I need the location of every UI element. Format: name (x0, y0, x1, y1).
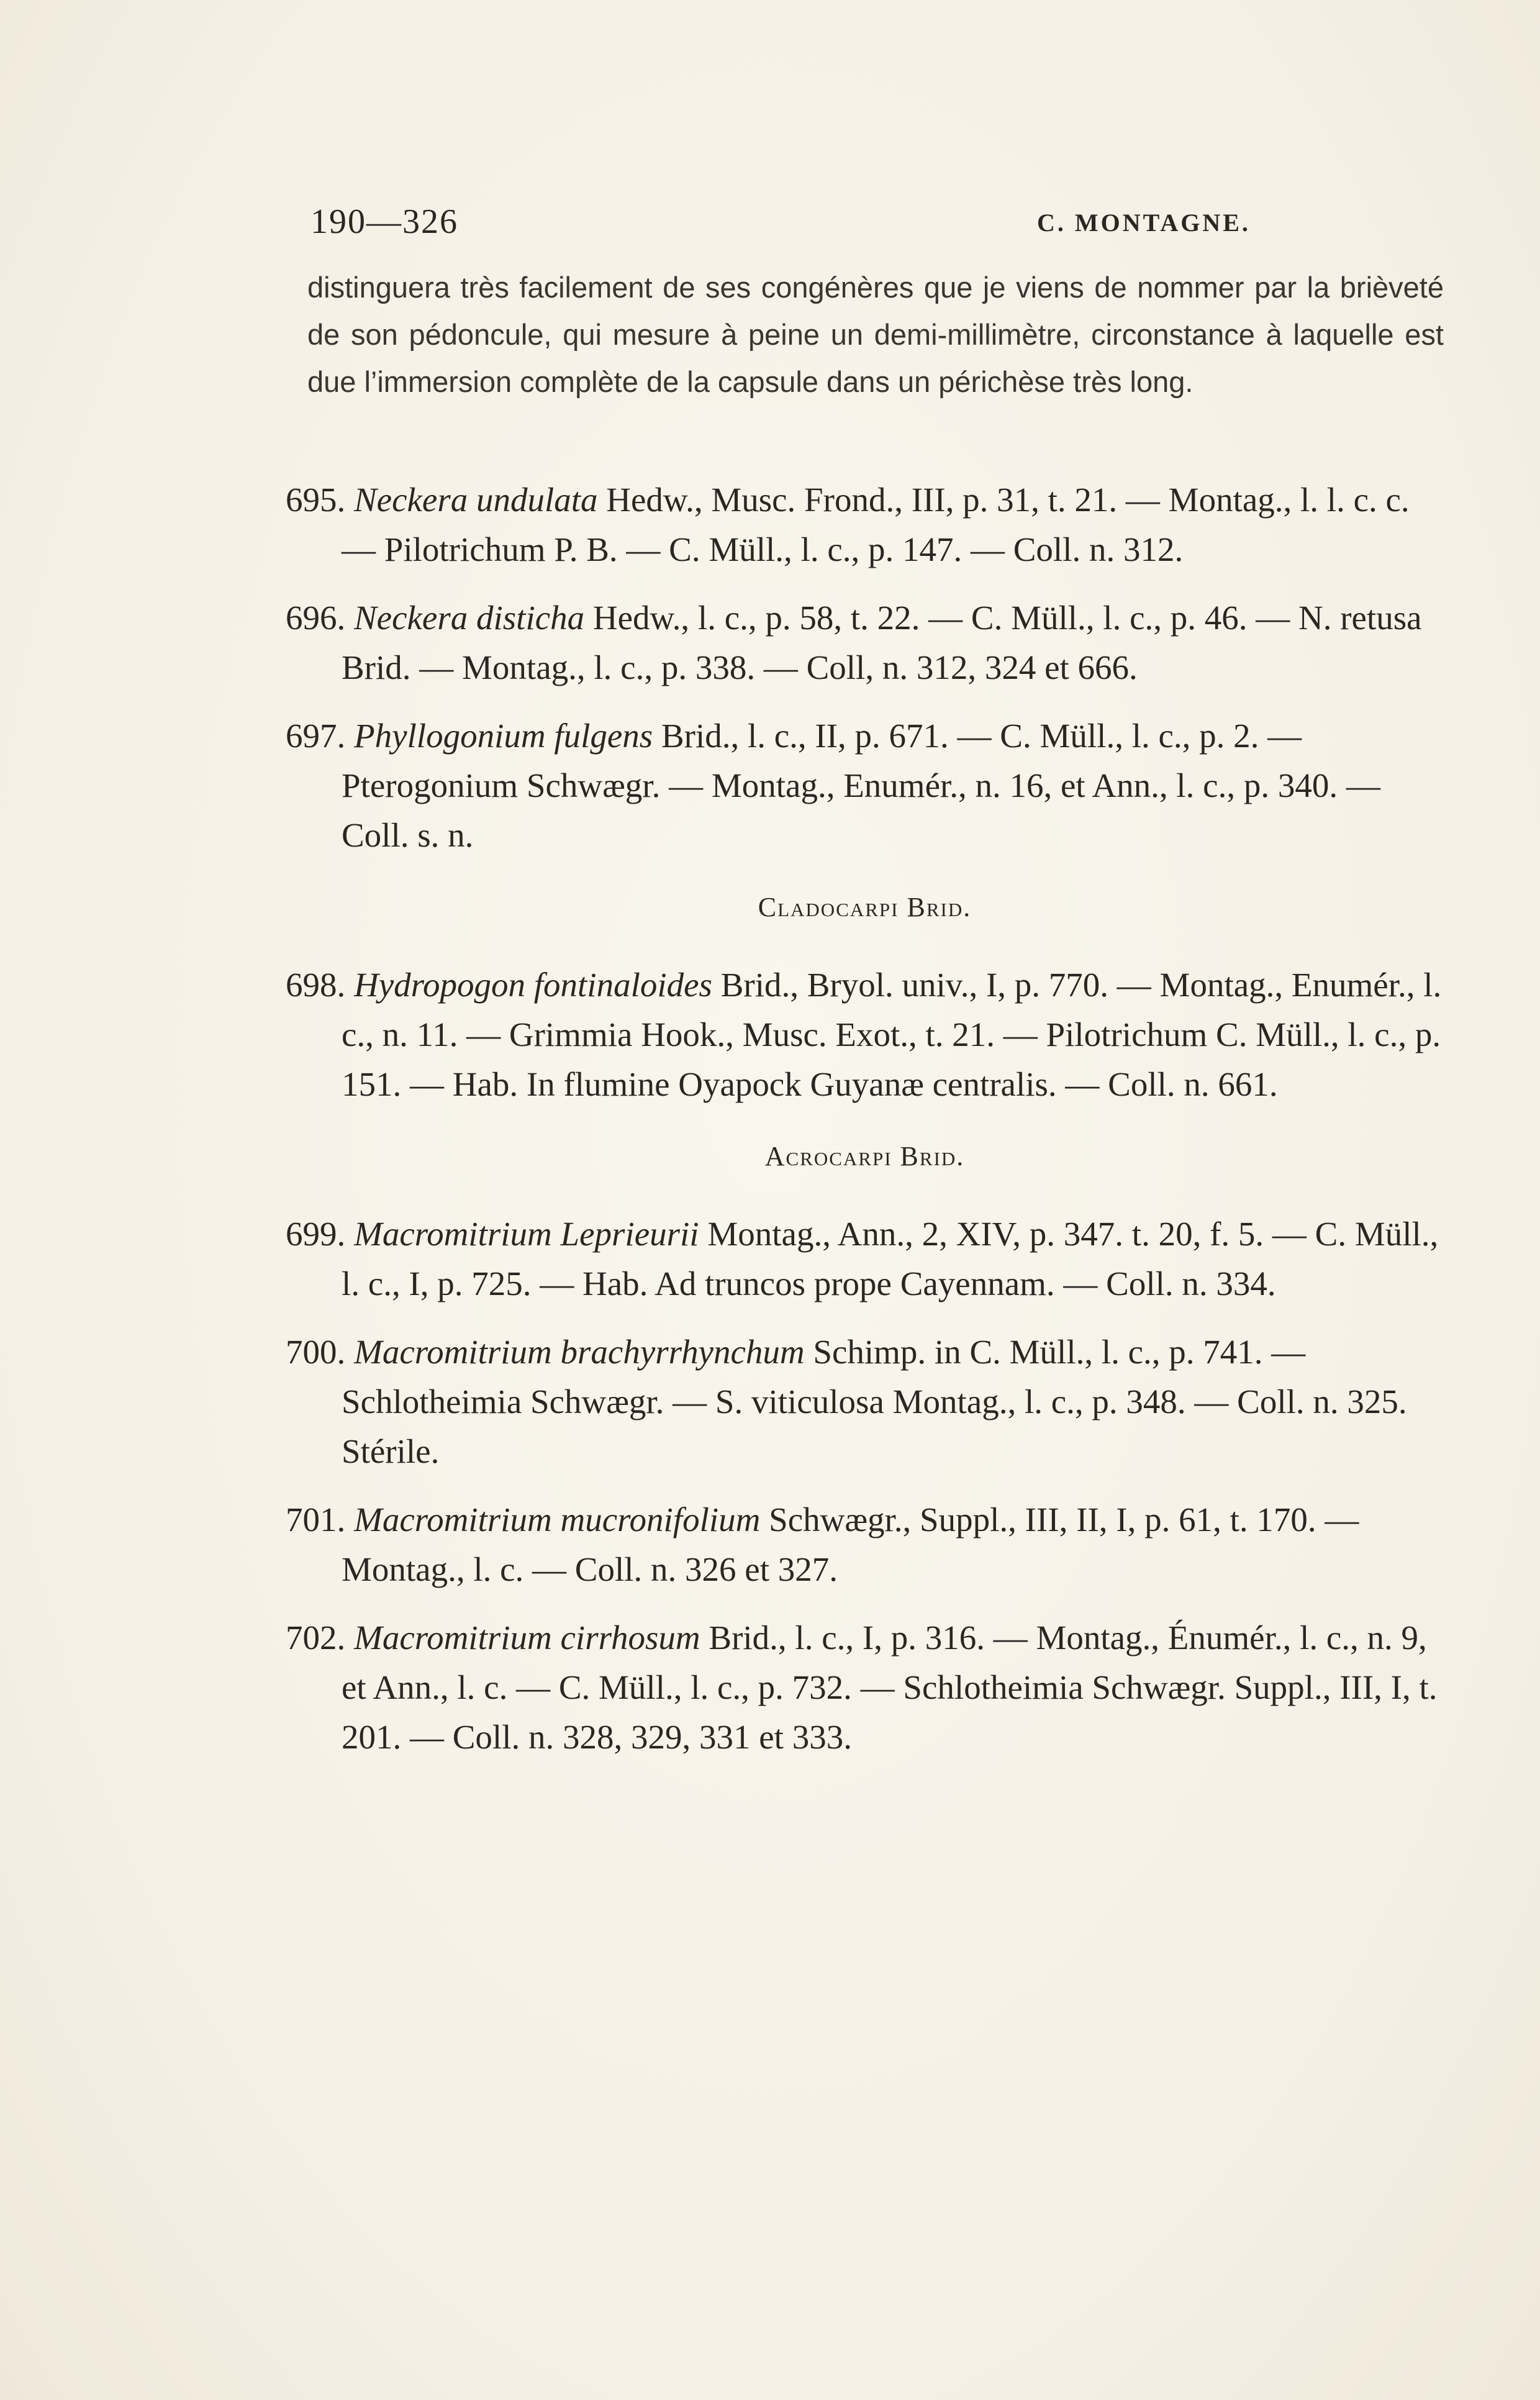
entry-696: 696. Neckera disticha Hedw., l. c., p. 58, t. 22. — C. Müll., l. c., p. 46. — N. retusa Brid. — Montag., l. c., p. 338. — Coll, n. 312, 324 et 666. (286, 599, 1422, 686)
entry-text: Brid., l. c., II, p. 671. — C. Müll., l. c., p. 2. — Pterogonium Schwægr. — Montag., Enumér., n. 16, et Ann., l. c., p. 340. — Coll. s. n. (342, 717, 1380, 854)
entry-text: Hedw., l. c., p. 58, t. 22. — C. Müll., l. c., p. 46. — N. retusa Brid. — Montag., l. c., p. 338. — Coll, n. 312, 324 et 666. (342, 599, 1422, 686)
page-header (310, 202, 1428, 252)
entry-species: Macromitrium cirrhosum (354, 1619, 700, 1657)
entry-700: 700. Macromitrium brachyrrhynchum Schimp. in C. Müll., l. c., p. 741. — Schlotheimia Schwægr. — S. viticulosa Montag., l. c., p. 348. — Coll. n. 325. Stérile. (286, 1333, 1407, 1470)
entry-697: 697. Phyllogonium fulgens Brid., l. c., II, p. 671. — C. Müll., l. c., p. 2. — Pterogonium Schwægr. — Montag., Enumér., n. 16, et Ann., l. c., p. 340. — Coll. s. n. (286, 717, 1380, 854)
page-number: 190—326 (310, 202, 458, 241)
section-heading-cladocarpi: Cladocarpi Brid. (758, 892, 972, 922)
entry-699: 699. Macromitrium Leprieurii Montag., Ann., 2, XIV, p. 347. t. 20, f. 5. — C. Müll., l. c., I, p. 725. — Hab. Ad truncos prope Cayennam. — Coll. n. 334. (286, 1215, 1439, 1302)
entry-text: Brid., Bryol. univ., I, p. 770. — Montag., Enumér., l. c., n. 11. — Grimmia Hook., Musc. Exot., t. 21. — Pilotrichum C. Müll., l. c., p. 151. — Hab. In flumine Oyapock Guyanæ centralis. — Coll. n. 661. (342, 966, 1442, 1103)
entry-species: Macromitrium brachyrrhynchum (354, 1333, 805, 1371)
entry-species: Hydropogon fontinaloides (354, 966, 712, 1004)
entries-list (286, 475, 1444, 1781)
entry-702: 702. Macromitrium cirrhosum Brid., l. c., I, p. 316. — Montag., Énumér., l. c., n. 9, et Ann., l. c. — C. Müll., l. c., p. 732. — Schlotheimia Schwægr. Suppl., III, I, t. 201. — Coll. n. 328, 329, 331 et 333. (286, 1619, 1438, 1756)
intro-paragraph: distinguera très facilement de ses congénères que je viens de nommer par la brièveté de son pédoncule, qui mesure à peine un demi-millimètre, circonstance à laquelle est due l’immersion complète de la capsule dans un périchèse très long. (307, 271, 1444, 398)
entry-species: Neckera disticha (354, 599, 585, 637)
entry-698: 698. Hydropogon fontinaloides Brid., Bryol. univ., I, p. 770. — Montag., Enumér., l. c., n. 11. — Grimmia Hook., Musc. Exot., t. 21. — Pilotrichum C. Müll., l. c., p. 151. — Hab. In flumine Oyapock Guyanæ centralis. — Coll. n. 661. (286, 966, 1442, 1103)
entry-text: Hedw., Musc. Frond., III, p. 31, t. 21. — Montag., l. l. c. c. — Pilotrichum P. B. — C. Müll., l. c., p. 147. — Coll. n. 312. (342, 481, 1410, 568)
entry-species: Macromitrium Leprieurii (354, 1215, 699, 1253)
entry-text: Brid., l. c., I, p. 316. — Montag., Énumér., l. c., n. 9, et Ann., l. c. — C. Müll., l. c., p. 732. — Schlotheimia Schwægr. Suppl., III, I, t. 201. — Coll. n. 328, 329, 331 et 333. (342, 1619, 1438, 1756)
entry-701: 701. Macromitrium mucronifolium Schwægr., Suppl., III, II, I, p. 61, t. 170. — Montag., l. c. — Coll. n. 326 et 327. (286, 1501, 1359, 1588)
entry-text: Schwægr., Suppl., III, II, I, p. 61, t. 170. — Montag., l. c. — Coll. n. 326 et 327. (342, 1501, 1359, 1588)
entry-species: Neckera undulata (354, 481, 598, 519)
entry-695: 695. Neckera undulata Hedw., Musc. Frond., III, p. 31, t. 21. — Montag., l. l. c. c. — Pilotrichum P. B. — C. Müll., l. c., p. 147. — Coll. n. 312. (286, 481, 1410, 568)
entry-species: Phyllogonium fulgens (354, 717, 653, 755)
entry-text: Montag., Ann., 2, XIV, p. 347. t. 20, f. 5. — C. Müll., l. c., I, p. 725. — Hab. Ad truncos prope Cayennam. — Coll. n. 334. (342, 1215, 1439, 1302)
entry-text: Schimp. in C. Müll., l. c., p. 741. — Schlotheimia Schwægr. — S. viticulosa Montag., l. c., p. 348. — Coll. n. 325. Stérile. (342, 1333, 1407, 1470)
section-heading-acrocarpi: Acrocarpi Brid. (764, 1141, 965, 1171)
running-head: C. MONTAGNE. (1037, 209, 1251, 237)
entry-species: Macromitrium mucronifolium (354, 1501, 761, 1539)
